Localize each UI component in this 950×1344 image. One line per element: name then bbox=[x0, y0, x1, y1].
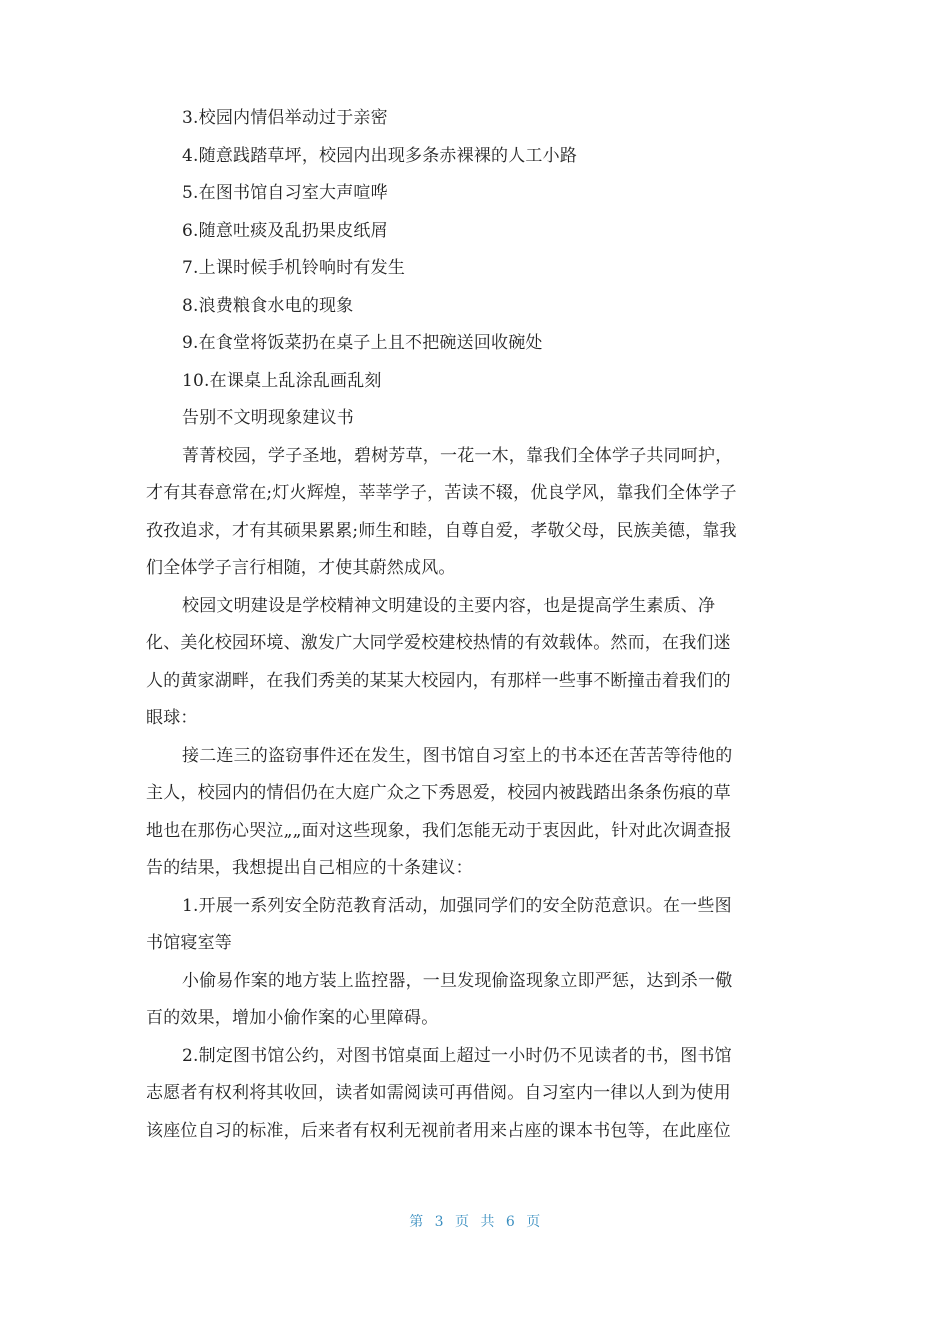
paragraph-line: 书馆寝室等 bbox=[146, 933, 232, 953]
list-item: 8.浪费粮食水电的现象 bbox=[182, 295, 354, 316]
paragraph-line: 菁菁校园，学子圣地，碧树芳草，一花一木，靠我们全体学子共同呵护， bbox=[182, 445, 733, 466]
page-number-footer: 第 3 页 共 6 页 bbox=[409, 1214, 541, 1230]
paragraph-line: 化、美化校园环境、激发广大同学爱校建校热情的有效载体。然而，在我们迷 bbox=[146, 633, 731, 653]
paragraph-line: 百的效果，增加小偷作案的心里障碍。 bbox=[146, 1008, 439, 1028]
list-item: 9.在食堂将饭菜扔在桌子上且不把碗送回收碗处 bbox=[182, 333, 543, 353]
document-body bbox=[146, 100, 806, 1150]
list-item: 5.在图书馆自习室大声喧哗 bbox=[182, 183, 388, 203]
paragraph-line: 该座位自习的标准，后来者有权利无视前者用来占座的课本书包等，在此座位 bbox=[146, 1120, 731, 1141]
paragraph-line: 人的黄家湖畔，在我们秀美的某某大校园内，有那样一些事不断撞击着我们的 bbox=[146, 670, 731, 691]
list-item: 7.上课时候手机铃响时有发生 bbox=[182, 258, 406, 278]
paragraph-line: 才有其春意常在;灯火辉煌，莘莘学子，苦读不辍，优良学风，靠我们全体学子 bbox=[146, 483, 737, 503]
list-item: 10.在课桌上乱涂乱画乱刻 bbox=[182, 370, 382, 391]
list-item: 6.随意吐痰及乱扔果皮纸屑 bbox=[182, 220, 388, 241]
paragraph-line: 校园文明建设是学校精神文明建设的主要内容，也是提高学生素质、净 bbox=[182, 595, 716, 616]
paragraph-line: 接二连三的盗窃事件还在发生，图书馆自习室上的书本还在苦苦等待他的 bbox=[182, 745, 733, 766]
paragraph-line: 告的结果，我想提出自己相应的十条建议： bbox=[146, 858, 473, 878]
paragraph-line: 小偷易作案的地方装上监控器，一旦发现偷盗现象立即严惩，达到杀一儆 bbox=[182, 970, 733, 991]
paragraph-line: 1.开展一系列安全防范教育活动，加强同学们的安全防范意识。在一些图 bbox=[182, 895, 732, 916]
paragraph-line: 志愿者有权利将其收回，读者如需阅读可再借阅。自习室内一律以人到为使用 bbox=[146, 1083, 731, 1103]
paragraph-line: 孜孜追求，才有其硕果累累;师生和睦，自尊自爱，孝敬父母，民族美德，靠我 bbox=[146, 520, 737, 541]
paragraph-line: 主人，校园内的情侣仍在大庭广众之下秀恩爱，校园内被践踏出条条伤痕的草 bbox=[146, 783, 731, 803]
paragraph-line: 2.制定图书馆公约，对图书馆桌面上超过一小时仍不见读者的书，图书馆 bbox=[182, 1045, 732, 1066]
list-item: 3.校园内情侣举动过于亲密 bbox=[182, 108, 388, 128]
paragraph-line: 眼球： bbox=[146, 708, 198, 728]
paragraph-line: 地也在那伤心哭泣„„面对这些现象，我们怎能无动于衷因此，针对此次调查报 bbox=[146, 820, 732, 841]
paragraph-line: 们全体学子言行相随，才使其蔚然成风。 bbox=[146, 558, 456, 578]
list-item: 4.随意践踏草坪，校园内出现多条赤裸裸的人工小路 bbox=[182, 145, 578, 166]
section-heading: 告别不文明现象建议书 bbox=[182, 408, 354, 428]
